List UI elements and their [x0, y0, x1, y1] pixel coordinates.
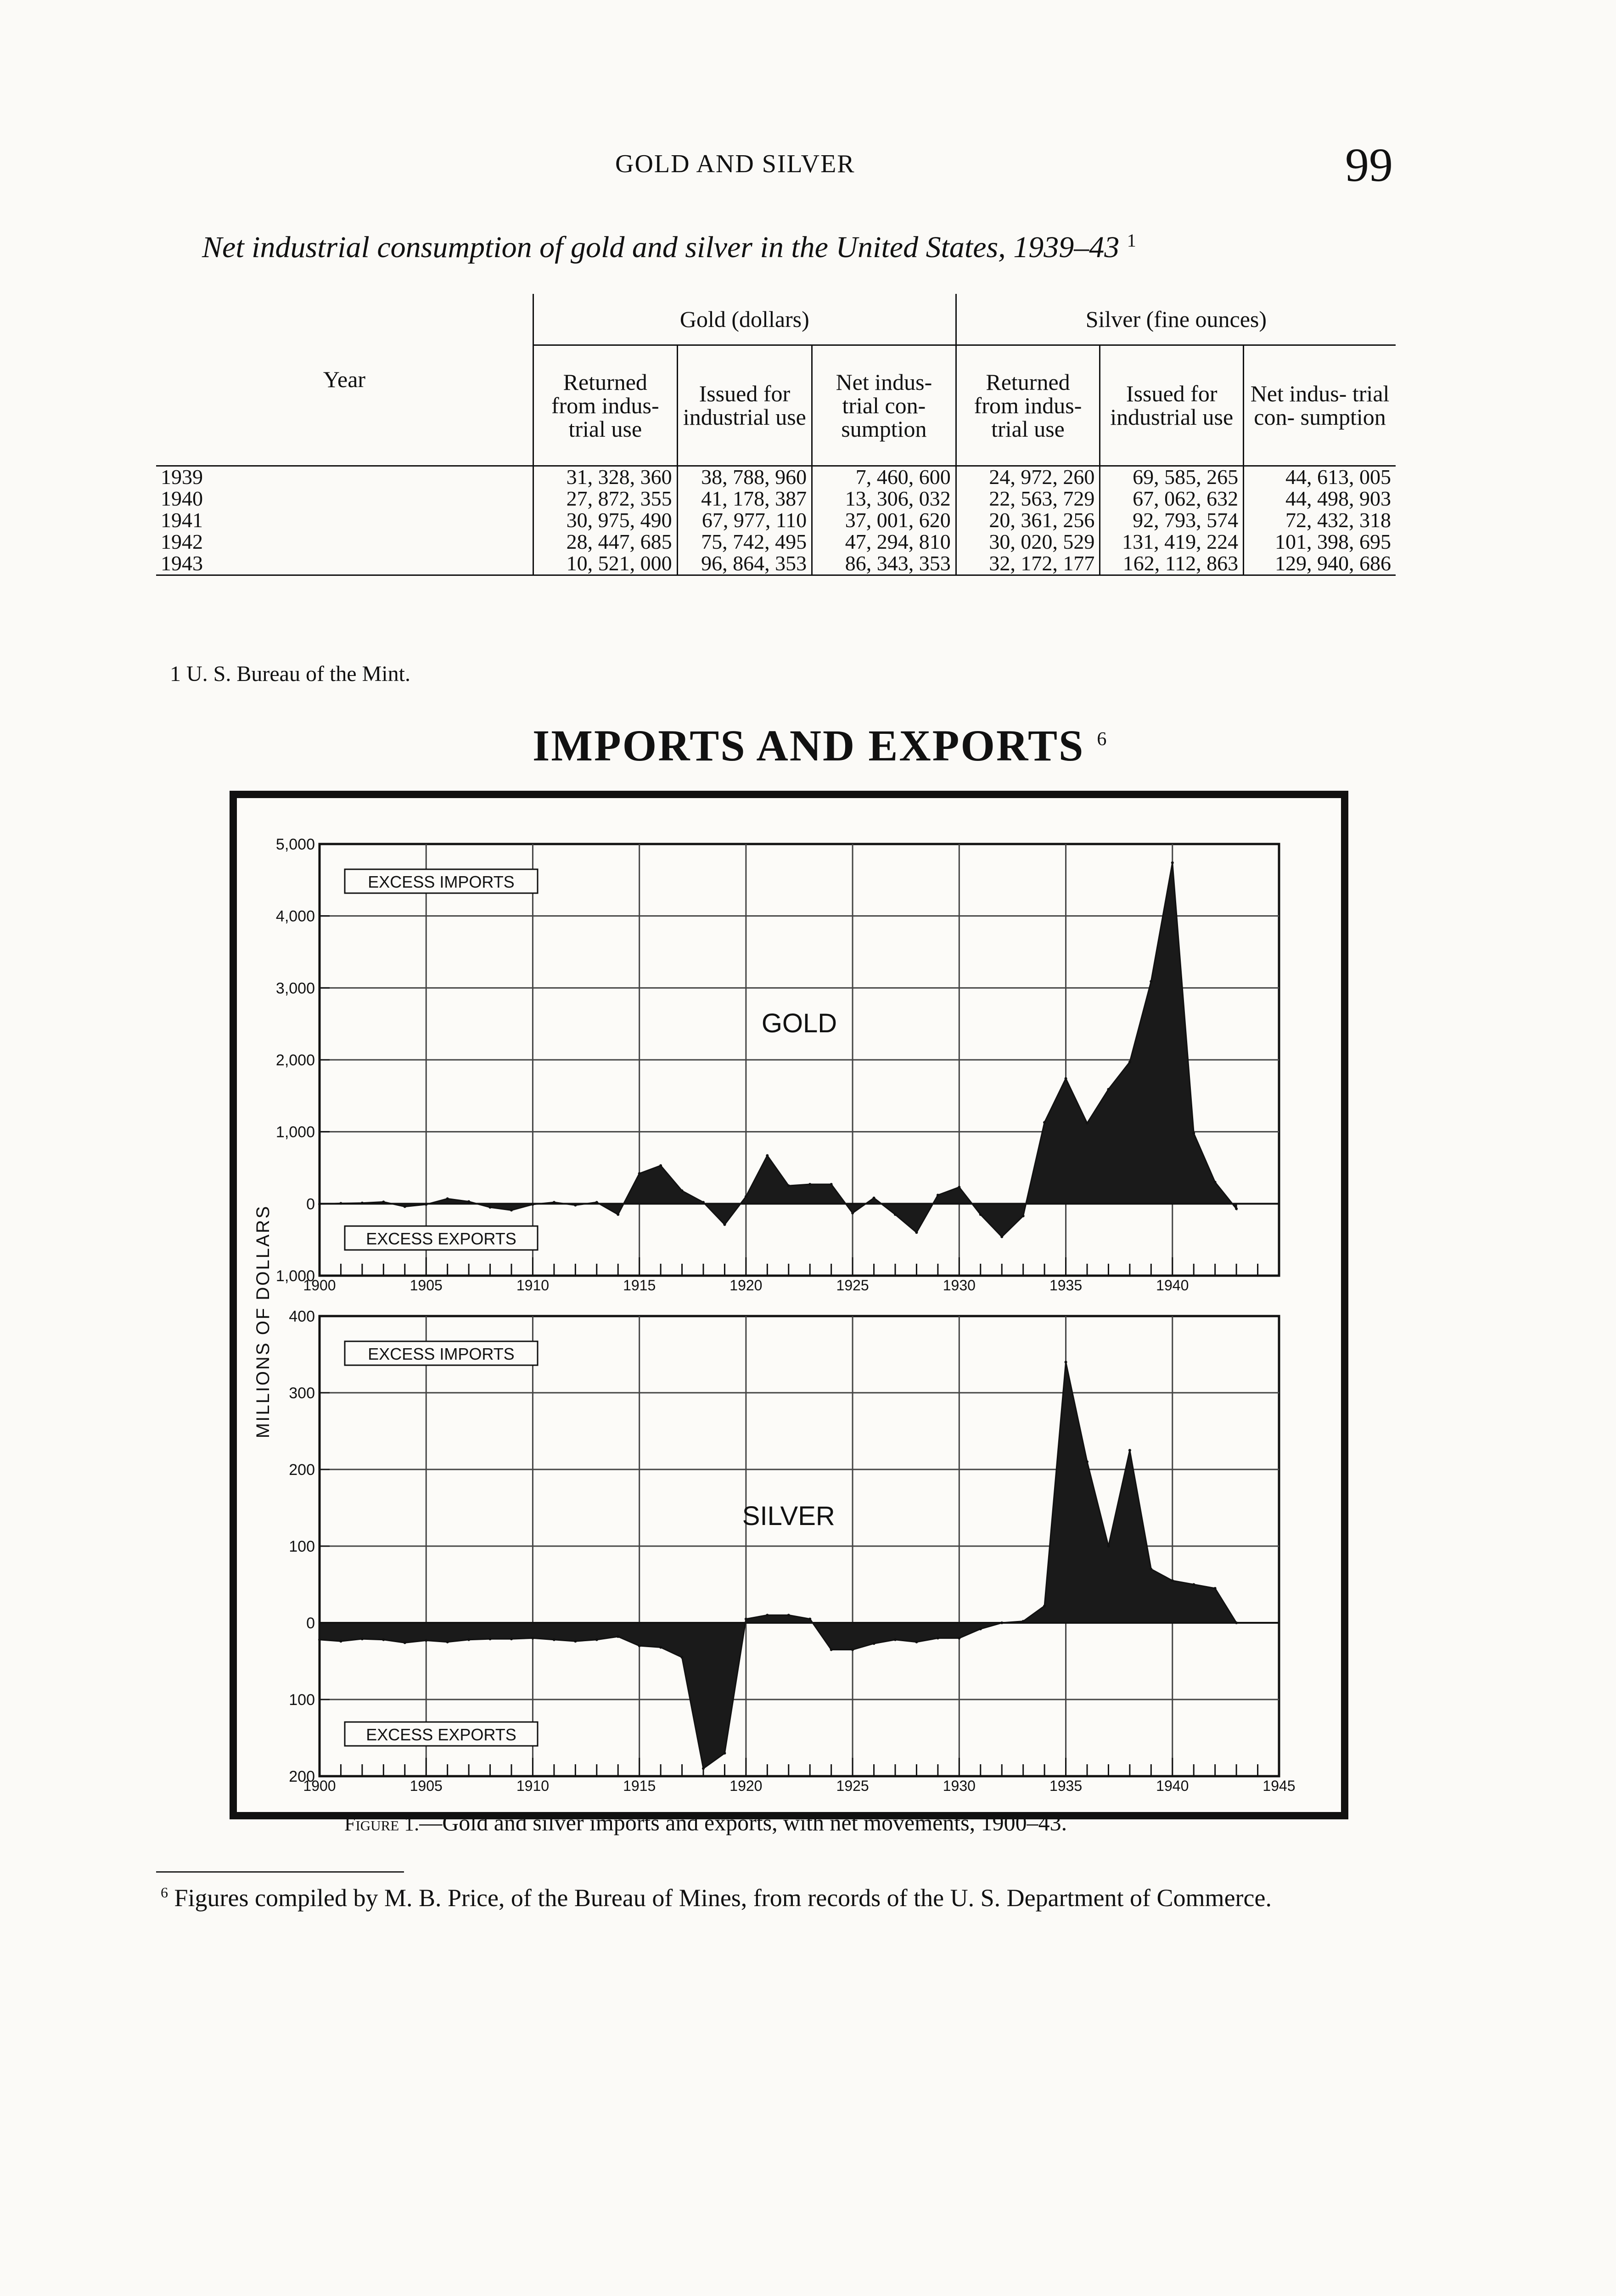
data-point [1043, 1121, 1046, 1124]
data-point [808, 1618, 811, 1621]
value-cell: 101, 398, 695 [1244, 531, 1396, 553]
data-point [937, 1194, 939, 1197]
gold-group-header: Gold (dollars) [533, 294, 956, 345]
y-tick-label: 200 [289, 1768, 315, 1785]
year-cell: 1939 [161, 465, 203, 489]
column-header: Net indus- trial con- sumption [812, 345, 956, 466]
data-point [979, 1627, 982, 1630]
x-tick-label: 1935 [1049, 1277, 1083, 1294]
year-cell: 1941 [161, 508, 203, 532]
column-header: Returned from indus- trial use [533, 345, 678, 466]
data-point [851, 1212, 854, 1215]
x-tick-label: 1925 [836, 1778, 869, 1794]
data-point [467, 1200, 470, 1203]
year-cell: 1942 [161, 529, 203, 553]
data-point [339, 1640, 342, 1643]
data-point [1214, 1587, 1217, 1590]
data-point [1235, 1621, 1238, 1624]
value-cell: 13, 306, 032 [812, 488, 956, 510]
data-point [1192, 1583, 1195, 1586]
table-row [156, 531, 1396, 553]
value-cell: 72, 432, 318 [1244, 510, 1396, 531]
data-point [1192, 1132, 1195, 1135]
value-cell: 38, 788, 960 [677, 466, 812, 488]
data-point [617, 1635, 619, 1638]
data-point [958, 1637, 960, 1639]
figure-caption-label: Figure 1. [344, 1812, 420, 1835]
data-point [638, 1644, 641, 1647]
column-header: Net indus- trial con- sumption [1244, 345, 1396, 466]
value-cell: 20, 361, 256 [956, 510, 1100, 531]
excess-imports-label: EXCESS IMPORTS [368, 1345, 515, 1363]
y-tick-label: 400 [289, 1308, 315, 1325]
x-tick-label: 1935 [1049, 1778, 1083, 1794]
data-point [1214, 1181, 1217, 1183]
x-tick-label: 1910 [516, 1277, 550, 1294]
figure-frame [230, 791, 1348, 1819]
data-point [681, 1189, 684, 1192]
consumption-table [156, 294, 1396, 576]
value-cell: 131, 419, 224 [1100, 531, 1244, 553]
data-point [1171, 861, 1174, 864]
data-point [808, 1183, 811, 1186]
data-point [873, 1642, 875, 1645]
data-point [382, 1638, 385, 1641]
data-point [851, 1648, 854, 1651]
y-tick-label: 1,000 [275, 1123, 315, 1141]
value-cell: 27, 872, 355 [533, 488, 678, 510]
x-tick-label: 1930 [943, 1778, 976, 1794]
data-point [830, 1648, 833, 1651]
chart-title: GOLD [761, 1008, 837, 1038]
x-tick-label: 1920 [729, 1778, 763, 1794]
section-heading [533, 720, 1108, 771]
area-series [320, 1362, 1236, 1768]
data-point [894, 1638, 897, 1641]
data-point [766, 1154, 769, 1157]
value-cell: 41, 178, 387 [677, 488, 812, 510]
area-series [320, 863, 1236, 1237]
value-cell: 44, 498, 903 [1244, 488, 1396, 510]
table-caption-note: 1 [1127, 230, 1136, 251]
data-point [339, 1202, 342, 1205]
data-point [702, 1767, 705, 1770]
data-point [1107, 1545, 1110, 1548]
value-cell: 86, 343, 353 [812, 553, 956, 575]
data-point [446, 1197, 449, 1200]
data-point [1065, 1077, 1067, 1080]
data-point [702, 1201, 705, 1204]
data-point [1150, 1568, 1152, 1570]
data-point [1150, 980, 1152, 983]
data-point [1086, 1122, 1089, 1125]
data-point [979, 1213, 982, 1216]
value-cell: 75, 742, 495 [677, 531, 812, 553]
year-cell: 1940 [161, 486, 203, 510]
data-point [595, 1201, 598, 1204]
value-cell: 32, 172, 177 [956, 553, 1100, 575]
column-header: Returned from indus- trial use [956, 345, 1100, 466]
column-header: Issued for industrial use [677, 345, 812, 466]
y-tick-label: 0 [306, 1195, 315, 1213]
value-cell: 37, 001, 620 [812, 510, 956, 531]
data-point [1000, 1235, 1003, 1238]
x-tick-label: 1940 [1156, 1778, 1189, 1794]
data-point [361, 1202, 364, 1204]
y-tick-label: 300 [289, 1384, 315, 1402]
data-point [1065, 1361, 1067, 1363]
table-footnote: 1 U. S. Bureau of the Mint. [170, 662, 410, 686]
data-point [595, 1638, 598, 1641]
excess-exports-label: EXCESS EXPORTS [366, 1725, 516, 1744]
data-point [510, 1209, 513, 1211]
data-point [489, 1206, 492, 1209]
footnote-marker: 6 [161, 1884, 168, 1901]
value-cell: 69, 585, 265 [1100, 466, 1244, 488]
x-tick-label: 1945 [1262, 1778, 1296, 1794]
x-tick-label: 1940 [1156, 1277, 1189, 1294]
page-number: 99 [1345, 139, 1393, 191]
footnote-text: Figures compiled by M. B. Price, of the Bureau of Mines, from records of the U. S. Department of Commerce. [174, 1884, 1272, 1912]
data-point [659, 1164, 662, 1167]
data-point [958, 1186, 960, 1188]
data-point [318, 1203, 321, 1205]
data-point [1128, 1061, 1131, 1064]
silver-group-header: Silver (fine ounces) [956, 294, 1396, 345]
data-point [1107, 1088, 1110, 1091]
data-point [745, 1618, 747, 1621]
x-tick-label: 1905 [410, 1778, 443, 1794]
table-caption-text: Net industrial consumption of gold and silver in the United States, 1939–43 [202, 231, 1120, 264]
y-tick-label: 100 [289, 1538, 315, 1555]
data-point [1171, 1579, 1174, 1582]
data-point [382, 1200, 385, 1203]
data-point [745, 1195, 747, 1198]
data-point [830, 1183, 833, 1186]
data-point [425, 1203, 427, 1206]
data-point [894, 1213, 897, 1216]
data-point [404, 1205, 406, 1208]
x-tick-label: 1900 [303, 1778, 336, 1794]
year-header: Year [156, 294, 533, 466]
figure-caption-text: —Gold and silver imports and exports, with net movements, 1900–43. [419, 1810, 1067, 1835]
footnote [161, 1883, 1409, 1914]
data-point [1086, 1460, 1089, 1463]
y-tick-label: 1,000 [275, 1267, 315, 1285]
data-point [446, 1641, 449, 1643]
data-point [574, 1204, 577, 1206]
data-point [659, 1646, 662, 1649]
section-heading-text: IMPORTS AND EXPORTS [533, 721, 1085, 770]
table-caption [202, 230, 1136, 265]
section-heading-note: 6 [1097, 729, 1108, 750]
x-tick-label: 1920 [729, 1277, 763, 1294]
data-point [787, 1184, 790, 1187]
value-cell: 67, 977, 110 [677, 510, 812, 531]
y-tick-label: 5,000 [275, 836, 315, 853]
data-point [1128, 1449, 1131, 1452]
chart-title: SILVER [742, 1501, 835, 1531]
table-row [156, 553, 1396, 575]
x-tick-label: 1900 [303, 1277, 336, 1294]
data-point [617, 1213, 619, 1216]
data-point [467, 1638, 470, 1641]
data-point [361, 1638, 364, 1640]
data-point [574, 1640, 577, 1643]
data-point [404, 1641, 406, 1644]
figure-caption [344, 1809, 1067, 1836]
value-cell: 24, 972, 260 [956, 466, 1100, 488]
data-point [553, 1638, 556, 1641]
data-point [1043, 1604, 1046, 1607]
value-cell: 129, 940, 686 [1244, 553, 1396, 575]
value-cell: 22, 563, 729 [956, 488, 1100, 510]
excess-imports-label: EXCESS IMPORTS [368, 872, 515, 891]
data-point [531, 1637, 534, 1639]
value-cell: 47, 294, 810 [812, 531, 956, 553]
y-tick-label: 4,000 [275, 907, 315, 925]
x-tick-label: 1910 [516, 1778, 550, 1794]
data-point [638, 1172, 641, 1175]
table-row [156, 510, 1396, 531]
data-point [723, 1752, 726, 1755]
value-cell: 44, 613, 005 [1244, 466, 1396, 488]
table-row [156, 488, 1396, 510]
y-tick-label: 200 [289, 1461, 315, 1479]
data-point [787, 1614, 790, 1616]
x-tick-label: 1925 [836, 1277, 869, 1294]
data-point [531, 1203, 534, 1206]
data-point [510, 1638, 513, 1640]
value-cell: 96, 864, 353 [677, 553, 812, 575]
data-point [915, 1231, 918, 1234]
table-row [156, 466, 1396, 488]
y-tick-label: 2,000 [275, 1052, 315, 1069]
data-point [937, 1637, 939, 1639]
value-cell: 162, 112, 863 [1100, 553, 1244, 575]
data-point [1022, 1620, 1025, 1623]
value-cell: 30, 975, 490 [533, 510, 678, 531]
y-axis-label: MILLIONS OF DOLLARS [253, 1204, 273, 1439]
value-cell: 67, 062, 632 [1100, 488, 1244, 510]
year-cell: 1943 [156, 553, 533, 575]
data-point [553, 1201, 556, 1204]
x-tick-label: 1915 [623, 1277, 656, 1294]
footnote-rule [156, 1871, 404, 1873]
column-header: Issued for industrial use [1100, 345, 1244, 466]
excess-exports-label: EXCESS EXPORTS [366, 1229, 516, 1248]
data-point [1022, 1215, 1025, 1217]
x-tick-label: 1930 [943, 1277, 976, 1294]
data-point [681, 1656, 684, 1659]
data-point [723, 1223, 726, 1226]
data-point [766, 1614, 769, 1616]
imports-exports-chart [237, 798, 1341, 1812]
x-tick-label: 1915 [623, 1778, 656, 1794]
y-tick-label: 100 [289, 1691, 315, 1709]
x-tick-label: 1905 [410, 1277, 443, 1294]
data-point [873, 1197, 875, 1199]
value-cell: 30, 020, 529 [956, 531, 1100, 553]
data-point [489, 1638, 492, 1640]
value-cell: 10, 521, 000 [533, 553, 678, 575]
value-cell: 28, 447, 685 [533, 531, 678, 553]
value-cell: 31, 328, 360 [533, 466, 678, 488]
value-cell: 92, 793, 574 [1100, 510, 1244, 531]
data-point [1235, 1207, 1238, 1210]
value-cell: 7, 460, 600 [812, 466, 956, 488]
running-head: GOLD AND SILVER [615, 150, 855, 178]
data-point [1000, 1621, 1003, 1624]
data-point [425, 1639, 427, 1642]
data-point [318, 1638, 321, 1641]
y-tick-label: 3,000 [275, 979, 315, 997]
data-point [915, 1641, 918, 1643]
y-tick-label: 0 [306, 1615, 315, 1632]
